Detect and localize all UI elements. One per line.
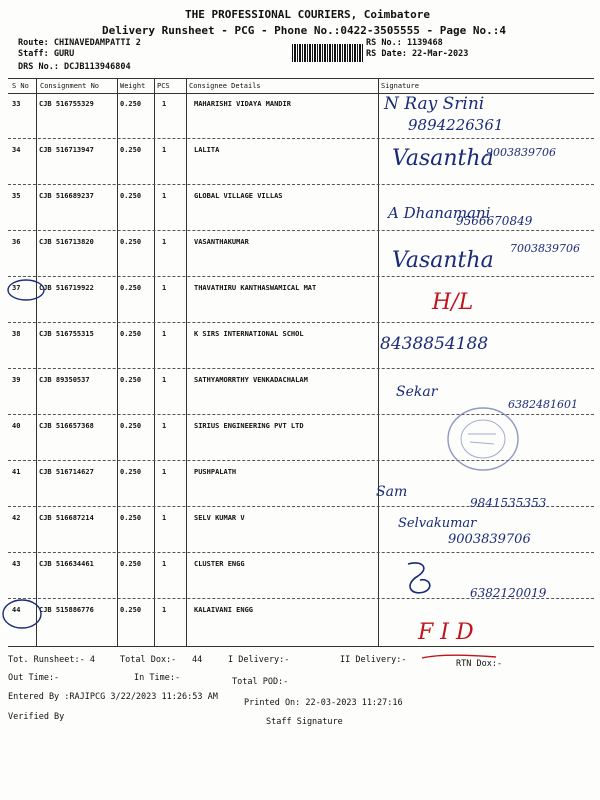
row-consignee: CLUSTER ENGG <box>194 560 245 568</box>
row-sno: 38 <box>12 330 21 338</box>
row-consignment: CJB 516755315 <box>39 330 94 338</box>
barcode <box>292 44 364 62</box>
row-consignee: PUSHPALATH <box>194 468 237 476</box>
ii-delivery-label: II Delivery:- <box>340 655 407 665</box>
staff-label: Staff: GURU <box>18 49 75 59</box>
row-weight: 0.250 <box>120 238 142 246</box>
row-sno: 39 <box>12 376 21 384</box>
row-weight: 0.250 <box>120 330 142 338</box>
total-dox-value: 44 <box>192 655 203 665</box>
col-divider <box>186 78 187 646</box>
printed-on: Printed On: 22-03-2023 11:27:16 <box>244 698 403 708</box>
row-consignee: VASANTHAKUMAR <box>194 238 249 246</box>
row-sno: 35 <box>12 192 21 200</box>
row-pcs: 1 <box>162 606 167 614</box>
row-separator <box>8 368 594 369</box>
total-dox-label: Total Dox:- <box>120 655 177 665</box>
row-consignee: SELV KUMAR V <box>194 514 245 522</box>
signature: N Ray Srini <box>384 94 485 114</box>
in-time-label: In Time:- <box>134 673 181 683</box>
company-stamp <box>444 404 522 474</box>
row-pcs: 1 <box>162 238 167 246</box>
row-consignment: CJB 516713820 <box>39 238 94 246</box>
signature-mark: F I D <box>418 620 474 645</box>
signature-phone: 9566670849 <box>456 214 533 228</box>
pen-stroke-mark <box>420 652 498 662</box>
row-pcs: 1 <box>162 330 167 338</box>
verified-by-label: Verified By <box>8 712 65 722</box>
row-pcs: 1 <box>162 100 167 108</box>
total-runsheet: Tot. Runsheet:- 4 <box>8 655 95 665</box>
signature-mark: 8438854188 <box>380 334 489 354</box>
row-pcs: 1 <box>162 192 167 200</box>
rs-date: RS Date: 22-Mar-2023 <box>366 49 469 59</box>
row-separator <box>8 322 594 323</box>
signature-mark: H/L <box>432 290 474 315</box>
col-header-weight: Weight <box>120 82 146 90</box>
row-weight: 0.250 <box>120 606 142 614</box>
col-divider <box>117 78 118 646</box>
row-consignee: THAVATHIRU KANTHASWAMICAL MAT <box>194 284 317 292</box>
row-weight: 0.250 <box>120 192 142 200</box>
row-sno: 41 <box>12 468 21 476</box>
row-consignment: CJB 516687214 <box>39 514 94 522</box>
total-pod-label: Total POD:- <box>232 677 289 687</box>
row-pcs: 1 <box>162 376 167 384</box>
row-consignment: CJB 89350537 <box>39 376 90 384</box>
signature-phone: 9894226361 <box>408 116 504 134</box>
pen-circle-mark <box>0 596 48 632</box>
table-top-rule <box>8 78 594 79</box>
row-sno: 42 <box>12 514 21 522</box>
row-consignee: SIRIUS ENGINEERING PVT LTD <box>194 422 304 430</box>
row-consignee: MAHARISHI VIDAYA MANDIR <box>194 100 291 108</box>
row-weight: 0.250 <box>120 284 142 292</box>
col-header-pcs: PCS <box>157 82 170 90</box>
row-consignment: CJB 516634461 <box>39 560 94 568</box>
staff-signature-label: Staff Signature <box>266 717 343 727</box>
row-consignment: CJB 516755329 <box>39 100 94 108</box>
row-sno: 43 <box>12 560 21 568</box>
row-pcs: 1 <box>162 146 167 154</box>
row-separator <box>8 552 594 553</box>
row-consignment: CJB 516714627 <box>39 468 94 476</box>
row-consignment: CJB 516713947 <box>39 146 94 154</box>
row-consignment: CJB 515886776 <box>39 606 94 614</box>
signature-phone: 9003839706 <box>448 532 531 547</box>
row-consignee: K SIRS INTERNATIONAL SCHOL <box>194 330 304 338</box>
row-consignment: CJB 516689237 <box>39 192 94 200</box>
signature: Sam <box>376 484 408 500</box>
signature-phone: 9003839706 <box>486 146 556 159</box>
pen-circle-mark <box>4 276 48 304</box>
row-separator <box>8 184 594 185</box>
col-header-consignee: Consignee Details <box>189 82 261 90</box>
row-consignee: SATHYAMORRTHY VENKADACHALAM <box>194 376 308 384</box>
col-header-signature: Signature <box>381 82 419 90</box>
signature-phone: 6382120019 <box>470 586 547 600</box>
row-weight: 0.250 <box>120 376 142 384</box>
signature-phone: 7003839706 <box>510 242 580 255</box>
row-sno: 34 <box>12 146 21 154</box>
rtn-dox-label: RTN Dox:- <box>456 659 503 669</box>
row-weight: 0.250 <box>120 422 142 430</box>
row-consignee: GLOBAL VILLAGE VILLAS <box>194 192 283 200</box>
signature-phone: 6382481601 <box>508 398 578 411</box>
signature: Sekar <box>396 384 438 400</box>
row-separator <box>8 276 594 277</box>
row-sno: 37 <box>12 284 21 292</box>
row-pcs: 1 <box>162 422 167 430</box>
row-consignment: CJB 516657368 <box>39 422 94 430</box>
row-sno: 40 <box>12 422 21 430</box>
row-consignment: CJB 516719922 <box>39 284 94 292</box>
row-weight: 0.250 <box>120 560 142 568</box>
signature-scribble <box>400 558 440 600</box>
row-separator <box>8 138 594 139</box>
row-sno: 36 <box>12 238 21 246</box>
table-header-rule <box>8 93 594 94</box>
row-pcs: 1 <box>162 284 167 292</box>
row-pcs: 1 <box>162 514 167 522</box>
i-delivery-label: I Delivery:- <box>228 655 290 665</box>
rs-number: RS No.: 1139468 <box>366 38 443 48</box>
signature-phone: 9841535353 <box>470 496 547 510</box>
signature: A Dhanamani <box>388 204 491 222</box>
row-pcs: 1 <box>162 468 167 476</box>
col-divider <box>378 78 379 646</box>
row-weight: 0.250 <box>120 146 142 154</box>
col-divider <box>36 78 37 646</box>
out-time-label: Out Time:- <box>8 673 60 683</box>
row-separator <box>8 230 594 231</box>
signature: Selvakumar <box>398 516 477 531</box>
row-weight: 0.250 <box>120 514 142 522</box>
row-pcs: 1 <box>162 560 167 568</box>
entered-by: Entered By :RAJIPCG 3/22/2023 11:26:53 AM <box>8 692 218 702</box>
row-consignee: KALAIVANI ENGG <box>194 606 254 614</box>
row-sno: 44 <box>12 606 21 614</box>
drs-number: DRS No.: DCJB113946804 <box>18 62 131 72</box>
table-bottom-rule <box>8 646 594 647</box>
row-consignee: LALITA <box>194 146 220 154</box>
row-weight: 0.250 <box>120 468 142 476</box>
signature: Vasantha <box>392 146 494 171</box>
col-divider <box>154 78 155 646</box>
row-weight: 0.250 <box>120 100 142 108</box>
col-header-consignment: Consignment No <box>40 82 100 90</box>
runsheet-subtitle: Delivery Runsheet - PCG - Phone No.:0422-3505555 - Page No.:4 <box>102 24 506 37</box>
company-title: THE PROFESSIONAL COURIERS, Coimbatore <box>185 8 431 21</box>
route-label: Route: CHINAVEDAMPATTI 2 <box>18 38 141 48</box>
signature: Vasantha <box>392 248 494 273</box>
col-header-sno: S No <box>12 82 29 90</box>
row-sno: 33 <box>12 100 21 108</box>
